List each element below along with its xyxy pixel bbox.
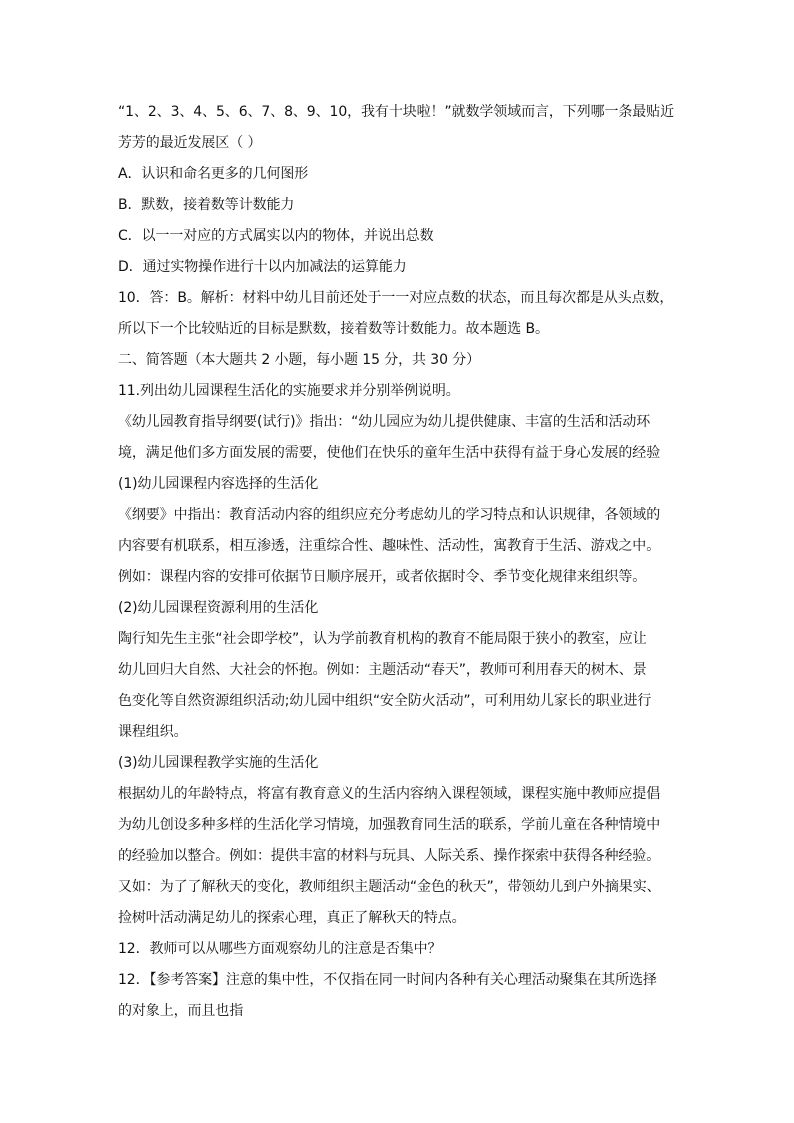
text-line: C．以一一对应的方式属实以内的物体，并说出总数 (118, 228, 434, 244)
text-line: 芳芳的最近发展区（ ） (118, 135, 262, 151)
text-line: 课程组织。 (118, 724, 188, 740)
text-line: 内容要有机联系，相互渗透，注重综合性、趣味性、活动性，寓教育于生活、游戏之中。 (118, 538, 661, 554)
text-line: 12．教师可以从哪些方面观察幼儿的注意是否集中？ (118, 941, 442, 957)
text-line: 《纲要》中指出：教育活动内容的组织应充分考虑幼儿的学习特点和认识规律，各领域的 (118, 507, 661, 523)
text-line: (2)幼儿园课程资源利用的生活化 (118, 600, 319, 616)
text-line: 捡树叶活动满足幼儿的探索心理，真正了解秋天的特点。 (118, 910, 466, 926)
text-line: 为幼儿创设多种多样的生活化学习情境，加强教育同生活的联系，学前儿童在各种情境中 (118, 817, 661, 833)
document-page (118, 97, 688, 1027)
text-line: 色变化等自然资源组织活动;幼儿园中组织“安全防火活动”，可利用幼儿家长的职业进行 (118, 693, 652, 709)
text-line: 例如：课程内容的安排可依据节日顺序展开，或者依据时令、季节变化规律来组织等。 (118, 569, 647, 585)
text-line: 又如：为了了解秋天的变化，教师组织主题活动“金色的秋天”，带领幼儿到户外摘果实、 (118, 879, 661, 895)
text-line: 12．【参考答案】注意的集中性，不仅指在同一时间内各种有关心理活动聚集在其所选择 (118, 972, 657, 988)
text-line: 《幼儿园教育指导纲要(试行)》指出：“幼儿园应为幼儿提供健康、丰富的生活和活动环 (118, 414, 651, 430)
text-line: 根据幼儿的年龄特点，将富有教育意义的生活内容纳入课程领域，课程实施中教师应提倡 (118, 786, 661, 802)
text-line: (1)幼儿园课程内容选择的生活化 (118, 476, 319, 492)
text-line: B．默数，接着数等计数能力 (118, 197, 295, 213)
text-line: 幼儿回归大自然、大社会的怀抱。例如：主题活动“春天”，教师可利用春天的树木、景 (118, 662, 647, 678)
text-line: 10．答：B。解析：材料中幼儿目前还处于一一对应点数的状态，而且每次都是从头点数， (118, 290, 674, 306)
text-line: 陶行知先生主张“社会即学校”，认为学前教育机构的教育不能局限于狭小的教室，应让 (118, 631, 647, 647)
text-line: 二、简答题（本大题共 2 小题，每小题 15 分，共 30 分） (118, 352, 481, 368)
text-line: 所以下一个比较贴近的目标是默数，接着数等计数能力。故本题选 B。 (118, 321, 549, 337)
text-line: “1、2、3、4、5、6、7、8、9、10，我有十块啦！”就数学领域而言，下列哪一条最贴近 (118, 104, 674, 120)
text-line: A．认识和命名更多的几何图形 (118, 166, 309, 182)
text-line: (3)幼儿园课程教学实施的生活化 (118, 755, 319, 771)
text-line: 的对象上，而且也指 (118, 1003, 244, 1019)
text-line: 境，满足他们多方面发展的需要，使他们在快乐的童年生活中获得有益于身心发展的经验 (118, 445, 661, 461)
text-line: 的经验加以整合。例如：提供丰富的材料与玩具、人际关系、操作探索中获得各种经验。 (118, 848, 661, 864)
text-line: 11.列出幼儿园课程生活化的实施要求并分别举例说明。 (118, 383, 460, 399)
text-line: D．通过实物操作进行十以内加减法的运算能力 (118, 259, 407, 275)
